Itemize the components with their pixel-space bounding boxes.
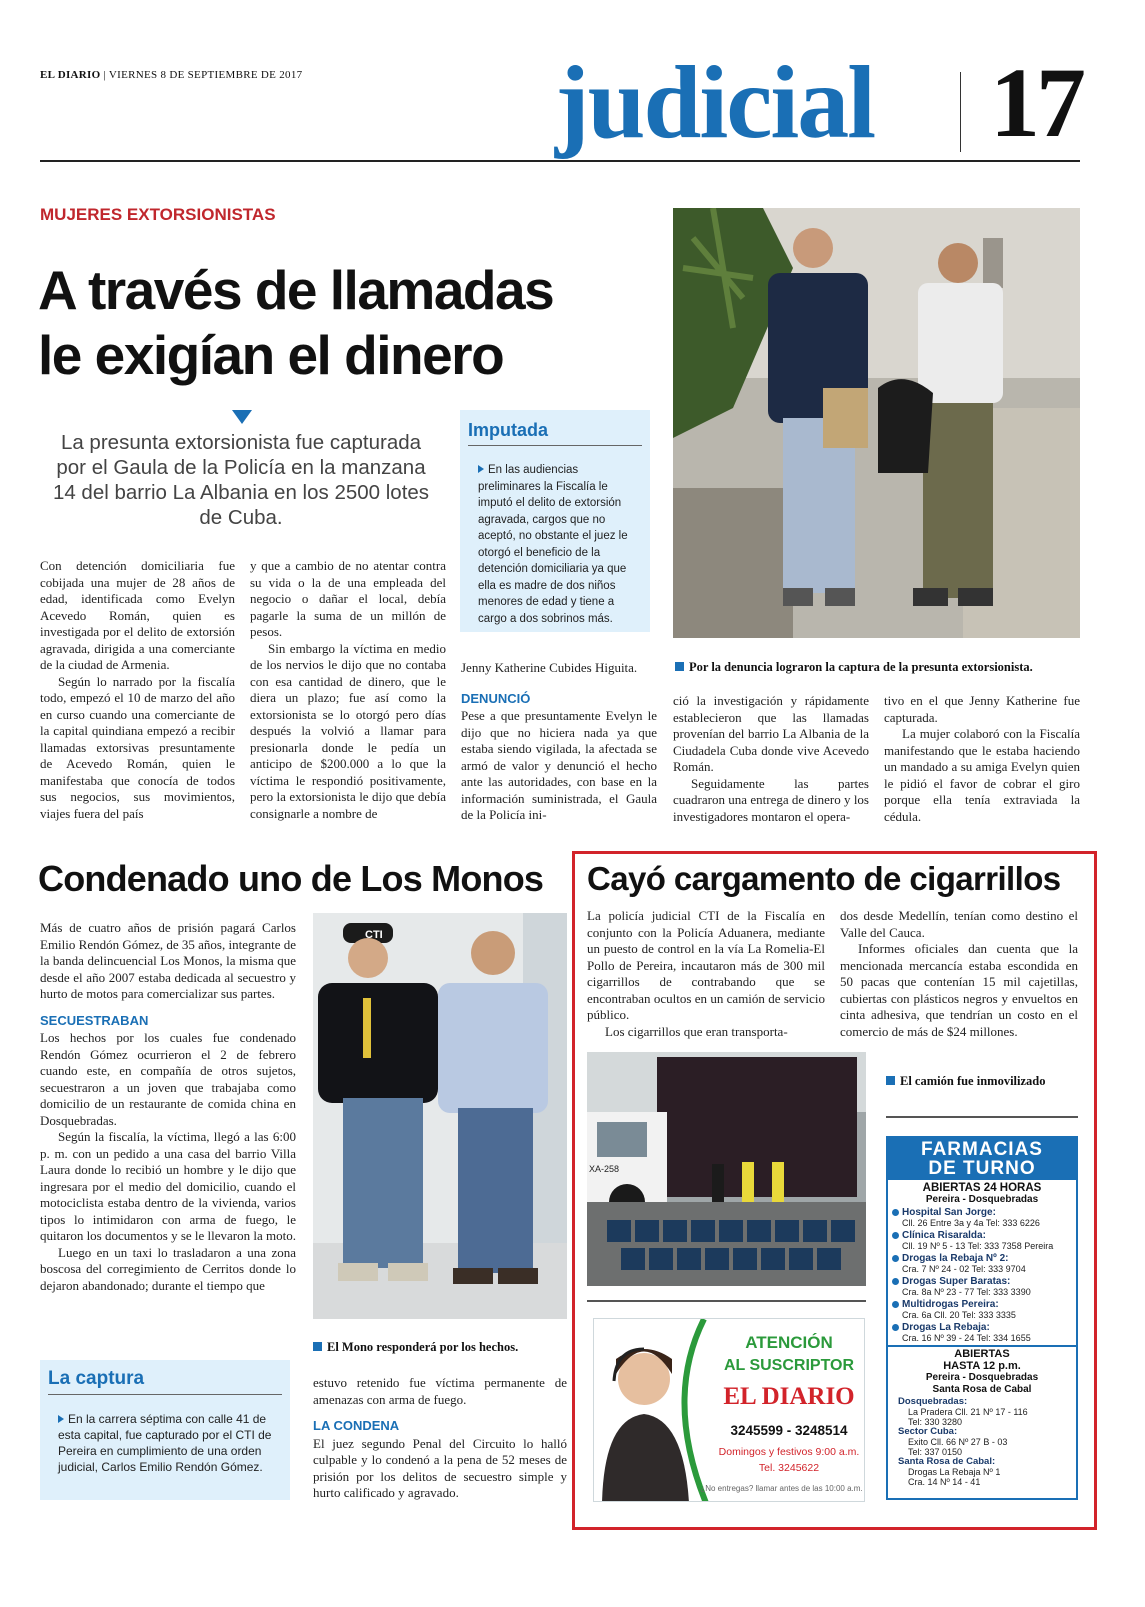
pharmacy-address: Cll. 26 Entre 3a y 4a Tel: 333 6226: [902, 1218, 1040, 1228]
pharmacies-title2: DE TURNO: [928, 1158, 1036, 1179]
pharmacy-address: La Pradera Cll. 21 Nº 17 - 116: [908, 1407, 1028, 1417]
pharmacy-pin-icon: [892, 1278, 899, 1285]
denuncio-subhead: DENUNCIÓ: [461, 690, 531, 706]
pharmacy-pin-icon: [892, 1255, 899, 1262]
imputada-box: [460, 410, 650, 632]
imputada-body: En las audiencias preliminares la Fiscalía le imputó el delito de extorsión agravada, cargos que no aceptó, no obstante el juez le otorgó el beneficio de la detención domiciliaria ya que ella es madre de dos niños menores de edad y tiene a cargo a dos sobrinos más.: [478, 464, 628, 625]
article3-col1: [587, 908, 825, 1040]
article1-caption-text: Por la denuncia lograron la captura de la presunta extorsionista.: [689, 660, 1033, 674]
pharmacies-sub2: Pereira - Dosquebradas: [925, 1194, 1039, 1205]
ad-phones: 3245599 - 3248514: [730, 1423, 848, 1438]
caption-square-icon: [886, 1076, 895, 1085]
pharmacy-address2: Tel: 330 3280: [908, 1417, 963, 1427]
ad-hours: Domingos y festivos 9:00 a.m.: [718, 1446, 860, 1458]
paper-label: EL DIARIO: [40, 69, 101, 81]
ad-note: ¿No entregas? llamar antes de las 10:00 a.m.: [700, 1484, 863, 1493]
pharmacy-address: Cra. 16 Nº 39 - 24 Tel: 334 1655: [902, 1333, 1031, 1343]
cap-text: CTI: [365, 929, 383, 941]
truck-photo: [587, 1052, 866, 1286]
article3-col2-p2: Informes oficiales dan cuenta que la mencionada mercancía estaba escondida en 50 pacas que contenían 15 mil cajetillas, cubiertas con plásticos negros y envueltos en cinta adhesiva, que tendrían un costo en el comercio de más de $24 millones.: [840, 941, 1078, 1039]
convict-photo: [313, 913, 567, 1319]
paper-name: [40, 69, 302, 81]
pharmacy-pin-icon: [892, 1324, 899, 1331]
article2-p1: Más de cuatro años de prisión pagará Carlos Emilio Rendón Gómez, de 35 años, integrante de la banda delincuencial Los Monos, la misma que desde el año 2007 estaba dedicada al secuestro y hurto de motos para comercializar sus partes.: [40, 920, 296, 1001]
pharmacy-item: [892, 1230, 1072, 1251]
article2-headline: Condenado uno de Los Monos: [38, 858, 544, 899]
article1-headline: [38, 258, 553, 388]
article1-col2: [250, 558, 446, 822]
article1-col3: [461, 660, 657, 824]
article1-lead: La presunta extorsionista fue capturada por el Gaula de la Policía en la manzana 14 del barrio La Albania en los 2500 lotes de Cuba.: [52, 431, 430, 529]
article2-p4: Luego en un taxi lo trasladaron a una zona boscosa del corregimiento de Cerritos donde lo dejaron abandonado; durante el tiempo que: [40, 1244, 296, 1293]
pharmacies-sub6: Santa Rosa de Cabal: [932, 1384, 1032, 1395]
pharmacy-address2: Cra. 14 Nº 14 - 41: [908, 1477, 981, 1487]
secuestraban-subhead: SECUESTRABAN: [40, 1012, 149, 1028]
pharmacy-item: [898, 1427, 1070, 1457]
pharmacy-name: Santa Rosa de Cabal:: [898, 1456, 996, 1467]
pharmacy-name: Hospital San Jorge:: [902, 1207, 996, 1218]
pharmacy-name: Drogas la Rebaja Nº 2:: [902, 1253, 1009, 1264]
imputada-text: [468, 462, 642, 627]
pharmacies-sub3: ABIERTAS: [954, 1348, 1010, 1360]
article2-p2: Los hechos por los cuales fue condenado Rendón Gómez ocurrieron el 2 de febrero cuando este, en compañía de otros sujetos, secuestraron a un joven que trabajaba como domicilio de un restaurante de comida china en Dosquebradas.: [40, 1030, 296, 1128]
article3-caption-text: El camión fue inmovilizado: [900, 1074, 1046, 1088]
pharmacy-item: [898, 1457, 1070, 1487]
pharmacy-pin-icon: [892, 1232, 899, 1239]
captura-title: La captura: [48, 1368, 282, 1395]
pharmacy-item: [892, 1207, 1072, 1228]
caption-rule: [886, 1116, 1078, 1118]
headline-line-1: A través de llamadas: [38, 259, 554, 321]
pharmacy-name: Dosquebradas:: [898, 1396, 968, 1407]
pharmacy-pin-icon: [892, 1209, 899, 1216]
pharmacy-item: [892, 1276, 1072, 1297]
pharmacies-title1: FARMACIAS: [921, 1139, 1043, 1160]
pharmacy-name: Drogas Super Baratas:: [902, 1276, 1011, 1287]
article1-col3-top: Jenny Katherine Cubides Higuita.: [461, 660, 638, 675]
article2-p6: El juez segundo Penal del Circuito lo halló culpable y lo condenó a la pena de 52 meses de prisión por los delitos de secuestro simple y hurto calificado y agravado.: [313, 1435, 567, 1500]
article1-col1: [40, 558, 235, 822]
headline-line-2: le exigían el dinero: [38, 324, 504, 386]
pharmacy-address2: Tel: 337 0150: [908, 1447, 963, 1457]
article2-p3: Según la fiscalía, la víctima, llegó a las 6:00 p. m. con un pedido a una casa del barrio Villa Laura donde lo recibió un hombre y le dijo que ingresara por el medio del domicilio, cuando el motociclista estaba dentro de la vivienda, varios tipos lo intimidaron con arma de fuego, le quitaron los documentos y se le llevaron la moto.: [40, 1129, 296, 1243]
pharmacies-sub5: Pereira - Dosquebradas: [925, 1372, 1039, 1383]
bullet-icon: [58, 1415, 64, 1423]
condena-subhead: LA CONDENA: [313, 1418, 400, 1433]
pharmacies-list: [888, 1205, 1076, 1343]
article1-photo-caption: [675, 660, 1080, 675]
article1-photo: [673, 208, 1080, 638]
subscriber-ad: [593, 1318, 865, 1502]
pharmacy-address: Cra. 8a Nº 23 - 77 Tel: 333 3390: [902, 1287, 1031, 1297]
lead-triangle-icon: [232, 410, 252, 424]
captura-text: [48, 1411, 282, 1475]
article1-col5-p1: tivo en el que Jenny Katherine fue capturada.: [884, 693, 1080, 725]
article1-col3-p1: Pese a que presuntamente Evelyn le dijo que no hiciera nada ya que estaba siendo vigilada, la afectada se armó de valor y denunció el hecho ante las autoridades, con base en la información suministrada, el Gaula de la Policía ini-: [461, 708, 657, 822]
article3-col1-p2: Los cigarrillos que eran transporta-: [605, 1023, 788, 1039]
pharmacies-divider: [888, 1345, 1076, 1347]
captura-box: [40, 1360, 290, 1500]
pharmacy-item: [898, 1397, 1070, 1427]
pharmacies-header: [888, 1138, 1076, 1180]
imputada-title: Imputada: [468, 420, 642, 446]
caption-square-icon: [313, 1342, 322, 1351]
article1-kicker: MUJERES EXTORSIONISTAS: [40, 205, 276, 224]
header-rule: [40, 160, 1080, 162]
pharmacy-item: [892, 1322, 1072, 1343]
article2-col1: [40, 920, 296, 1294]
pharmacy-address: Drogas La Rebaja Nº 1: [908, 1467, 1001, 1477]
captura-body: En la carrera séptima con calle 41 de esta capital, fue capturado por el CTI de Pereira en cumplimiento de una orden judicial, Carlos Emilio Rendón Gómez.: [58, 1412, 272, 1474]
article1-col4-p1: ció la investigación y rápidamente establecieron que las llamadas provenían del barrio La Albania de la Ciudadela Cuba donde vive Acevedo Román.: [673, 693, 869, 774]
article3-photo-caption: [886, 1074, 1081, 1089]
article1-col1-p2: Según lo narrado por la fiscalía todo, empezó el 10 de marzo del año en curso cuando una comerciante de la capital quindiana empezó a recibir llamadas extorsivas presuntamente de Acevedo Román, quien le manifestaba que conocía de todos sus negocios, sus movimientos, viajes fuera del país: [40, 673, 235, 821]
pharmacy-pin-icon: [892, 1301, 899, 1308]
pharmacy-name: Clínica Risaralda:: [902, 1230, 986, 1241]
article2-p5: estuvo retenido fue víctima permanente de amenazas con arma de fuego.: [313, 1375, 567, 1407]
article1-col1-p1: Con detención domiciliaria fue cobijada una mujer de 28 años de edad, identificada como Evelyn Acevedo Román, quien es investigada por el delito de extorsión agravada, dirigida a una comerciante de la ciudad de Armenia.: [40, 558, 235, 672]
pharmacy-name: Multidrogas Pereira:: [902, 1299, 999, 1310]
article1-col2-p2: Sin embargo la víctima en medio de los nervios le dijo que no contaba con esa cantidad de dinero, que le diera un plazo; fue así como la extorsionista se lo otorgó pero días después la volvió a llamar para presionarla donde le pedía un anticipo de $200.000 a lo que la víctima le respondió positivamente, pero la extorsionista le dijo que debía consignarle a nombre de: [250, 640, 446, 821]
ad-line2: AL SUSCRIPTOR: [723, 1357, 855, 1374]
article3-col1-p1: La policía judicial CTI de la Fiscalía en conjunto con la Policía Aduanera, mediante un puesto de control en la vía La Romelia-El Pollo de Pereira, incautaron más de 300 mil cigarrillos de contrabando que se encontraban ocultos en un camión de servicio público.: [587, 908, 825, 1022]
article2-col2: [313, 1375, 567, 1502]
ad-line1: ATENCIÓN: [745, 1333, 833, 1352]
article3-col2-p1: dos desde Medellín, tenían como destino el Valle del Cauca.: [840, 908, 1078, 940]
caption-square-icon: [675, 662, 684, 671]
date-label: | VIERNES 8 DE SEPTIEMBRE DE 2017: [103, 69, 303, 81]
article2-caption-text: El Mono responderá por los hechos.: [327, 1340, 519, 1354]
pharmacy-address: Cra. 6a Cll. 20 Tel: 333 3335: [902, 1310, 1016, 1320]
header-divider: [960, 72, 961, 152]
article2-photo-caption: [313, 1340, 567, 1355]
pharmacy-address: Exito Cll. 66 Nº 27 B - 03: [908, 1437, 1008, 1447]
pharmacy-item: [892, 1253, 1072, 1274]
suspects-photo: [673, 208, 1080, 638]
ad-tel: Tel. 3245622: [758, 1462, 820, 1474]
bullet-icon: [478, 465, 484, 473]
pharmacies-sub4: HASTA 12 p.m.: [943, 1360, 1021, 1372]
article3-col2: [840, 908, 1078, 1040]
article1-col5-p2: La mujer colaboró con la Fiscalía manifestando que le estaba haciendo un mandado a su amiga Evelyn quien le pidió el favor de cobrar el giro porque ella tenía extraviada la cédula.: [884, 726, 1080, 824]
article2-photo: [313, 913, 567, 1319]
pharmacy-address: Cra. 7 Nº 24 - 02 Tel: 333 9704: [902, 1264, 1026, 1274]
page-number: 17: [990, 47, 1082, 158]
article3-headline: Cayó cargamento de cigarrillos: [587, 860, 1061, 897]
article1-col2-p1: y que a cambio de no atentar contra su vida o la de una empleada del negocio o dañar el local, debía pagarle la suma de un millón de pesos.: [250, 558, 446, 639]
pharmacy-name: Drogas La Rebaja:: [902, 1322, 990, 1333]
pharmacy-address: Cll. 19 Nº 5 - 13 Tel: 333 7358 Pereira: [902, 1241, 1054, 1251]
pharmacies-list2: [888, 1396, 1076, 1487]
ad-brand: EL DIARIO: [723, 1383, 855, 1410]
pharmacy-name: Sector Cuba:: [898, 1426, 958, 1437]
section-title: judicial: [555, 45, 875, 160]
article1-col4-p2: Seguidamente las partes cuadraron una entrega de dinero y los investigadores montaron el opera-: [673, 775, 869, 824]
article1-col4: [673, 693, 869, 825]
truck-plate: XA-258: [589, 1164, 620, 1174]
ad-rule: [587, 1300, 866, 1302]
pharmacies-box: [886, 1136, 1078, 1500]
article1-col5: [884, 693, 1080, 825]
operator-illustration: [594, 1319, 714, 1502]
pharmacies-sub1: ABIERTAS 24 HORAS: [922, 1182, 1042, 1194]
pharmacy-item: [892, 1299, 1072, 1320]
article3-photo: [587, 1052, 866, 1286]
